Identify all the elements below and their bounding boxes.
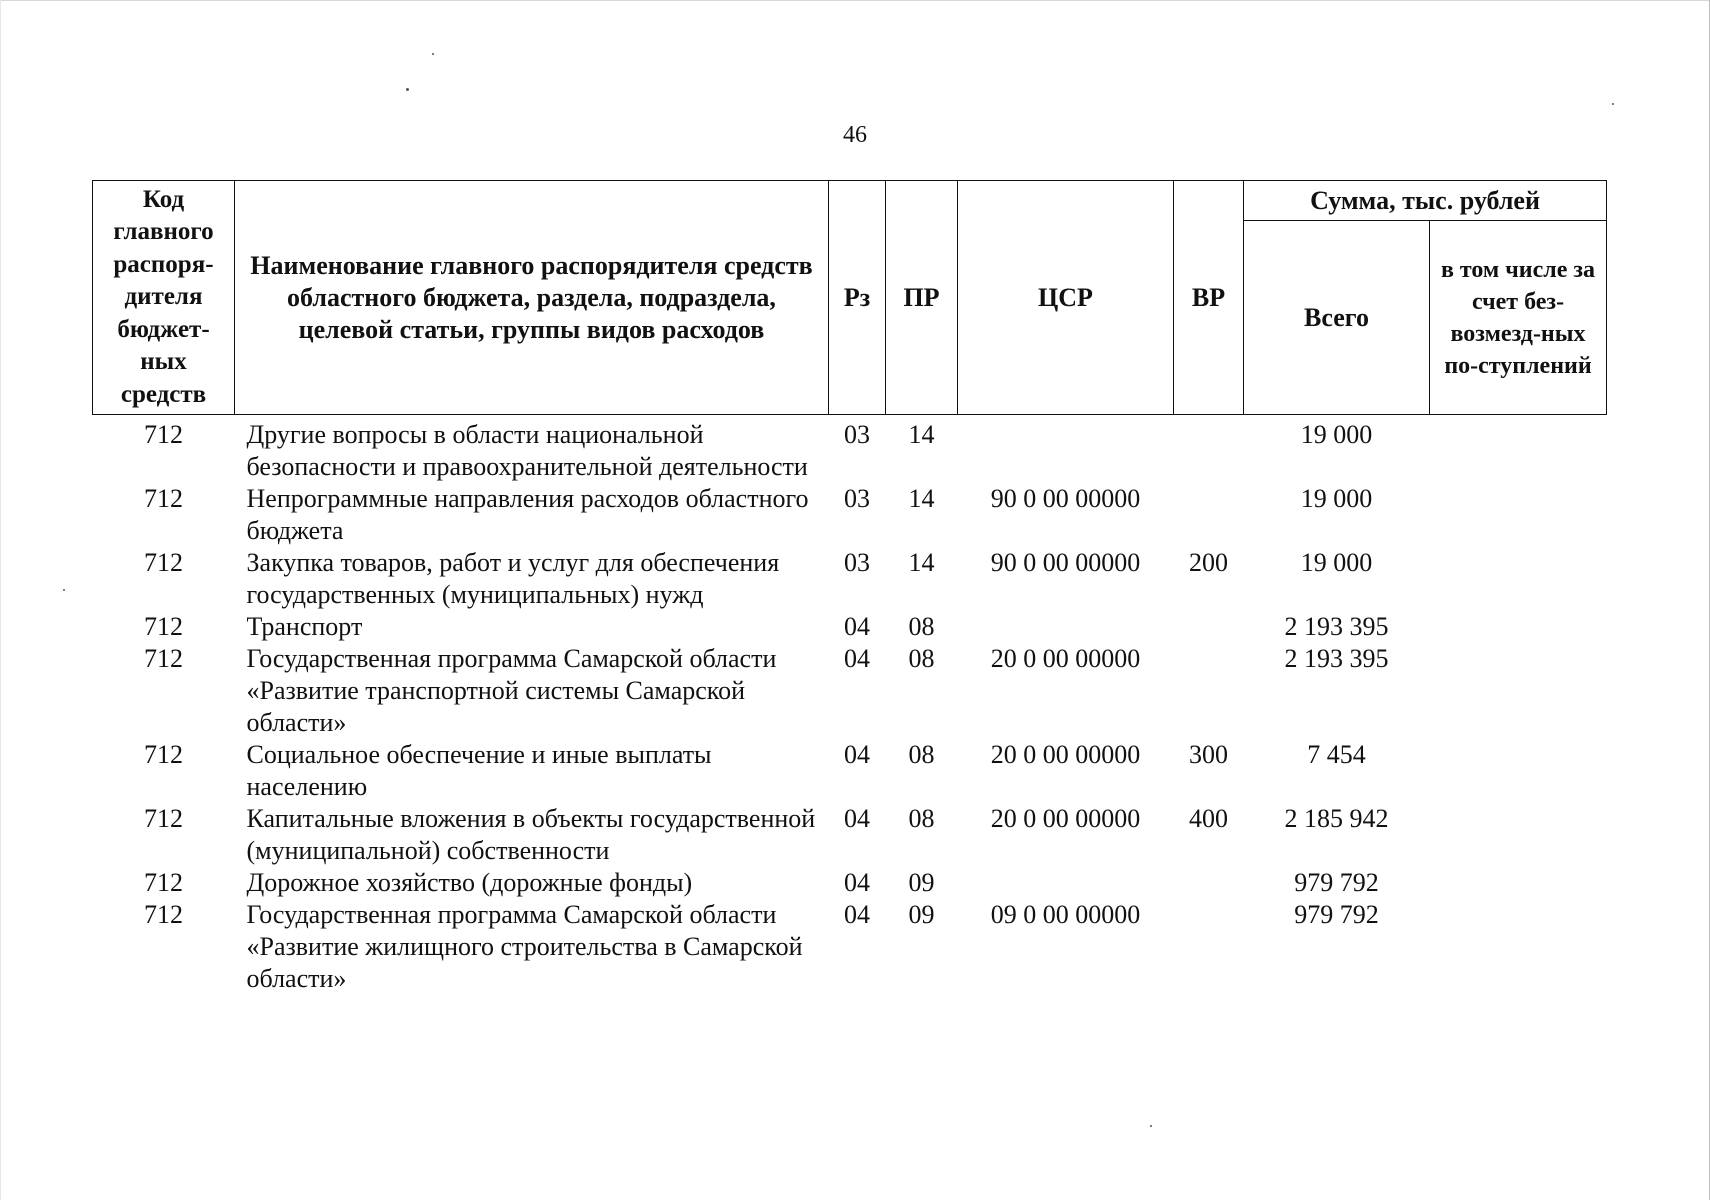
scan-speck bbox=[63, 589, 65, 591]
cell-free bbox=[1430, 739, 1607, 803]
cell-pr: 08 bbox=[908, 740, 935, 769]
cell-total: 979 792 bbox=[1294, 900, 1379, 929]
table-row bbox=[93, 611, 1607, 643]
cell-free bbox=[1430, 483, 1607, 547]
scan-speck bbox=[406, 88, 409, 91]
scan-edge-left bbox=[0, 0, 1, 1200]
cell-code: 712 bbox=[144, 868, 183, 897]
cell-code: 712 bbox=[144, 484, 183, 513]
header-csr: ЦСР bbox=[958, 181, 1174, 415]
cell-csr bbox=[958, 611, 1174, 643]
cell-csr: 90 0 00 00000 bbox=[990, 548, 1141, 577]
cell-rz: 04 bbox=[844, 900, 870, 929]
table-row bbox=[93, 547, 1607, 611]
cell-rz: 03 bbox=[844, 548, 870, 577]
table-row bbox=[93, 483, 1607, 547]
cell-name: Социальное обеспечение и иные выплаты населению bbox=[246, 740, 712, 801]
cell-vr: 400 bbox=[1189, 804, 1228, 833]
cell-csr bbox=[958, 415, 1174, 484]
cell-vr: 300 bbox=[1189, 740, 1228, 769]
cell-name: Государственная программа Самарской области «Развитие транспортной системы Самарской области» bbox=[246, 644, 777, 737]
table-row bbox=[93, 899, 1607, 995]
cell-total: 19 000 bbox=[1300, 420, 1373, 449]
header-name: Наименование главного распорядителя средств областного бюджета, раздела, подраздела, целевой статьи, группы видов расходов bbox=[235, 181, 829, 415]
cell-code: 712 bbox=[144, 644, 183, 673]
header-sum: Сумма, тыс. рублей bbox=[1244, 181, 1607, 221]
cell-name: Непрограммные направления расходов областного бюджета bbox=[246, 484, 809, 545]
header-total: Всего bbox=[1244, 221, 1430, 415]
cell-vr bbox=[1174, 611, 1244, 643]
cell-vr bbox=[1174, 899, 1244, 995]
page-number: 46 bbox=[843, 122, 867, 148]
cell-total: 2 193 395 bbox=[1284, 612, 1389, 641]
cell-csr: 09 0 00 00000 bbox=[990, 900, 1141, 929]
cell-pr: 08 bbox=[908, 804, 935, 833]
cell-code: 712 bbox=[144, 900, 183, 929]
budget-table bbox=[92, 180, 1607, 995]
cell-vr bbox=[1174, 483, 1244, 547]
header-free: в том числе за счет без-возмезд-ных по-ступлений bbox=[1430, 221, 1607, 415]
cell-rz: 04 bbox=[844, 804, 870, 833]
cell-total: 2 193 395 bbox=[1284, 644, 1389, 673]
cell-code: 712 bbox=[144, 420, 183, 449]
cell-total: 979 792 bbox=[1294, 868, 1379, 897]
cell-vr bbox=[1174, 867, 1244, 899]
cell-free bbox=[1430, 803, 1607, 867]
cell-code: 712 bbox=[144, 612, 183, 641]
cell-pr: 14 bbox=[908, 484, 935, 513]
cell-vr: 200 bbox=[1189, 548, 1228, 577]
cell-pr: 14 bbox=[908, 548, 935, 577]
table-row bbox=[93, 643, 1607, 739]
scan-edge-top bbox=[0, 0, 1710, 1]
header-pr: ПР bbox=[886, 181, 958, 415]
cell-code: 712 bbox=[144, 740, 183, 769]
cell-csr: 20 0 00 00000 bbox=[990, 740, 1141, 769]
cell-rz: 04 bbox=[844, 740, 870, 769]
header-vr: ВР bbox=[1174, 181, 1244, 415]
cell-name: Дорожное хозяйство (дорожные фонды) bbox=[246, 868, 693, 897]
cell-pr: 08 bbox=[908, 612, 935, 641]
cell-free bbox=[1430, 643, 1607, 739]
cell-free bbox=[1430, 867, 1607, 899]
cell-code: 712 bbox=[144, 548, 183, 577]
cell-total: 19 000 bbox=[1300, 484, 1373, 513]
cell-vr bbox=[1174, 415, 1244, 484]
cell-rz: 04 bbox=[844, 868, 870, 897]
table-row bbox=[93, 867, 1607, 899]
cell-csr bbox=[958, 867, 1174, 899]
scan-speck bbox=[1612, 103, 1614, 105]
cell-free bbox=[1430, 547, 1607, 611]
cell-rz: 03 bbox=[844, 420, 870, 449]
table-row bbox=[93, 803, 1607, 867]
scan-speck bbox=[432, 53, 434, 55]
cell-total: 19 000 bbox=[1300, 548, 1373, 577]
cell-pr: 09 bbox=[908, 900, 935, 929]
cell-name: Транспорт bbox=[246, 612, 363, 641]
cell-rz: 03 bbox=[844, 484, 870, 513]
cell-pr: 08 bbox=[908, 644, 935, 673]
scan-speck bbox=[1150, 1125, 1152, 1127]
cell-name: Закупка товаров, работ и услуг для обеспечения государственных (муниципальных) нужд bbox=[246, 548, 780, 609]
cell-name: Другие вопросы в области национальной безопасности и правоохранительной деятельности bbox=[246, 420, 808, 481]
cell-name: Государственная программа Самарской области «Развитие жилищного строительства в Самарской области» bbox=[246, 900, 803, 993]
cell-csr: 20 0 00 00000 bbox=[990, 644, 1141, 673]
cell-name: Капитальные вложения в объекты государственной (муниципальной) собственности bbox=[246, 804, 816, 865]
cell-free bbox=[1430, 611, 1607, 643]
cell-rz: 04 bbox=[844, 644, 870, 673]
cell-total: 7 454 bbox=[1307, 740, 1366, 769]
table-header bbox=[93, 181, 1607, 415]
cell-pr: 09 bbox=[908, 868, 935, 897]
cell-free bbox=[1430, 415, 1607, 484]
cell-code: 712 bbox=[144, 804, 183, 833]
cell-rz: 04 bbox=[844, 612, 870, 641]
cell-csr: 90 0 00 00000 bbox=[990, 484, 1141, 513]
header-rz: Рз bbox=[829, 181, 886, 415]
header-code: Код главного распоря-дителя бюджет-ных средств bbox=[93, 181, 235, 415]
cell-vr bbox=[1174, 643, 1244, 739]
cell-free bbox=[1430, 899, 1607, 995]
table-row bbox=[93, 739, 1607, 803]
table-body bbox=[93, 415, 1607, 996]
cell-csr: 20 0 00 00000 bbox=[990, 804, 1141, 833]
table-row bbox=[93, 415, 1607, 484]
cell-pr: 14 bbox=[908, 420, 935, 449]
cell-total: 2 185 942 bbox=[1284, 804, 1389, 833]
